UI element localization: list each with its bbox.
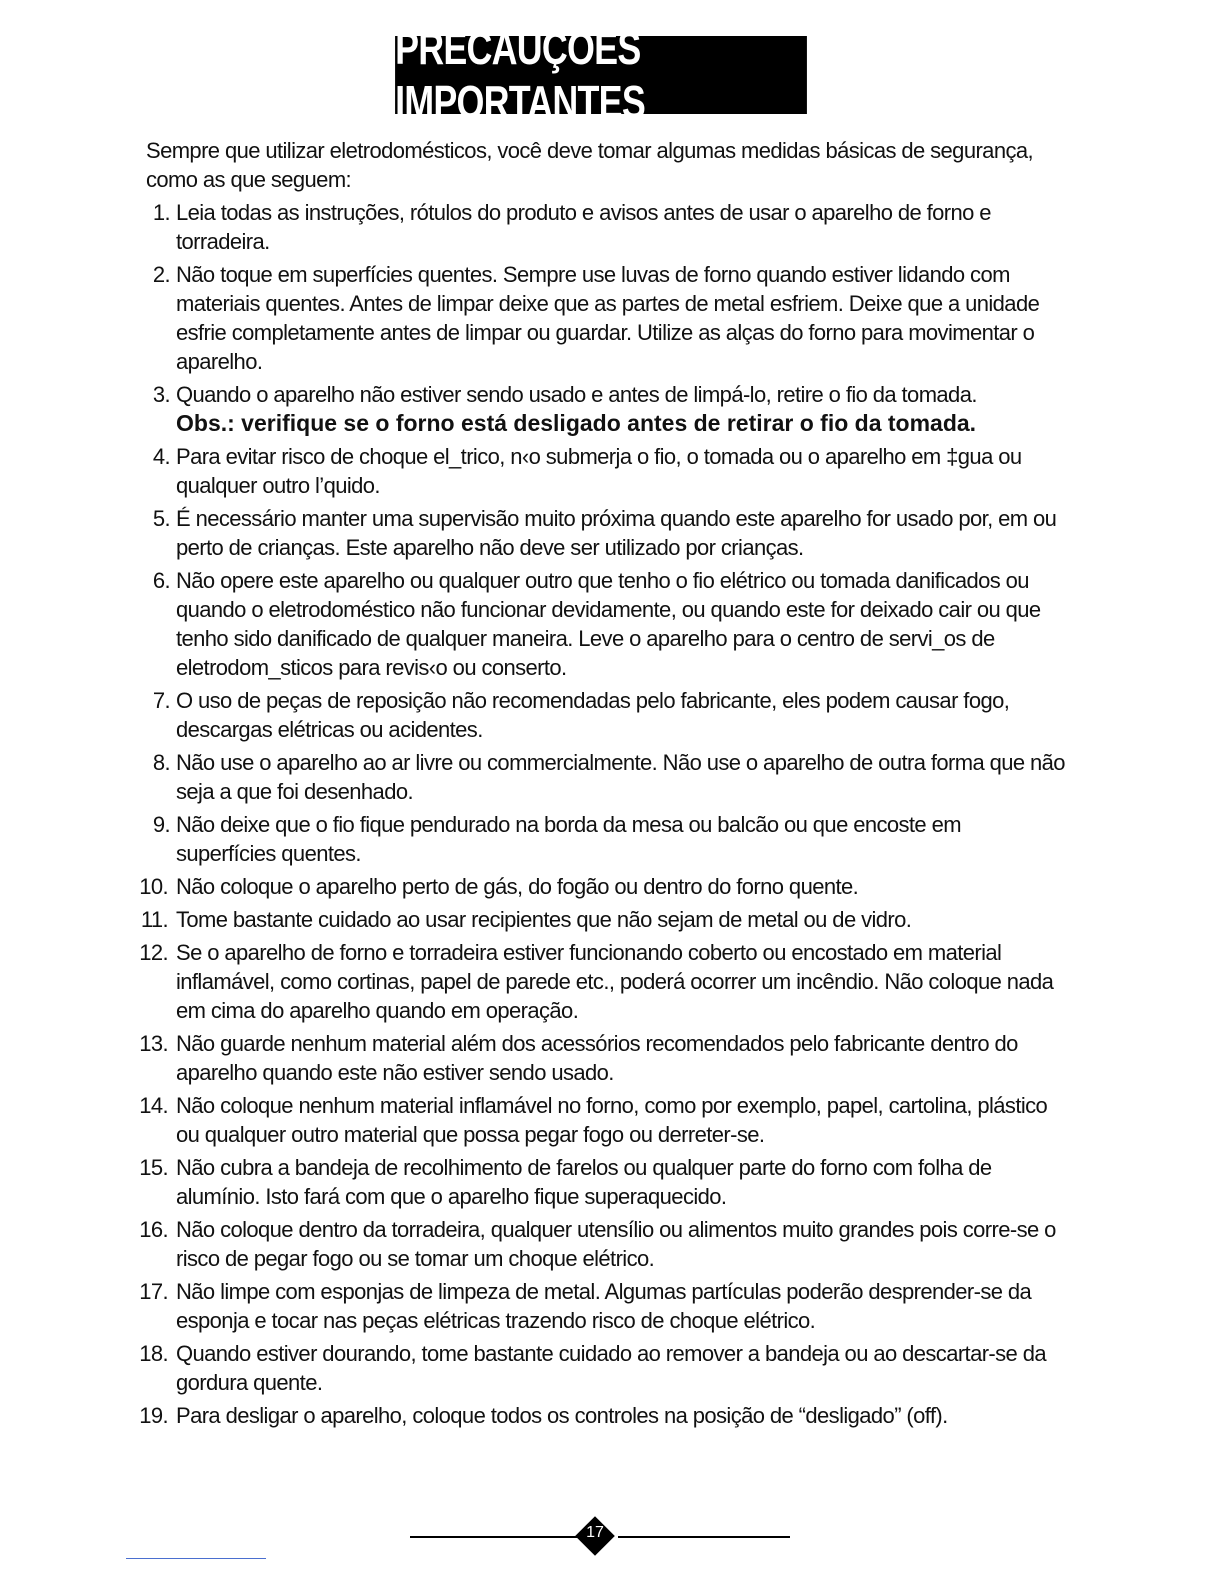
list-item xyxy=(139,1029,1066,1087)
item-text: Leia todas as instruções, rótulos do produto e avisos antes de usar o aparelho de forno e torradeira. xyxy=(176,200,991,254)
item-text: Não coloque o aparelho perto de gás, do fogão ou dentro do forno quente. xyxy=(176,874,859,899)
list-item xyxy=(140,905,1066,934)
item-text: Não cubra a bandeja de recolhimento de farelos ou qualquer parte do forno com folha de alumínio. Isto fará com que o aparelho fique superaquecido. xyxy=(176,1155,992,1209)
item-number: 7. xyxy=(152,688,170,713)
item-text: Quando o aparelho não estiver sendo usado e antes de limpá-lo, retire o fio da tomada. xyxy=(176,382,977,407)
list-item xyxy=(146,748,1066,806)
item-number: 1. xyxy=(152,200,170,225)
list-item xyxy=(139,872,1066,901)
page-footer xyxy=(410,1522,790,1552)
item-text: Não toque em superfícies quentes. Sempre use luvas de forno quando estiver lidando com materiais quentes. Antes de limpar deixe que as partes de metal esfriem. Deixe que a unidade esfrie completamente antes de limpar ou guardar. Utilize as alças do forno para movimentar o aparelho. xyxy=(176,262,1040,374)
intro-paragraph: Sempre que utilizar eletrodomésticos, você deve tomar algumas medidas básicas de segurança, como as que seguem: xyxy=(146,138,1033,192)
item-number: 5. xyxy=(152,506,170,531)
list-item xyxy=(146,504,1066,562)
item-number: 12. xyxy=(139,940,168,965)
list-item xyxy=(146,810,1066,868)
item-number: 9. xyxy=(152,812,170,837)
list-item xyxy=(139,1215,1066,1273)
page-title: PRECAUÇÕES IMPORTANTES xyxy=(395,36,807,114)
footer-rule-left xyxy=(410,1536,578,1538)
footer-rule-right xyxy=(618,1536,790,1538)
list-item xyxy=(139,1153,1066,1211)
list-item xyxy=(146,442,1066,500)
list-item xyxy=(146,566,1066,682)
item-text: Quando estiver dourando, tome bastante cuidado ao remover a bandeja ou ao descartar-se da gordura quente. xyxy=(176,1341,1046,1395)
bottom-rule xyxy=(126,1558,266,1559)
item-text: Não coloque nenhum material inflamável no forno, como por exemplo, papel, cartolina, plástico ou qualquer outro material que possa pegar fogo ou derreter-se. xyxy=(176,1093,1048,1147)
item-text: Não guarde nenhum material além dos acessórios recomendados pelo fabricante dentro do aparelho quando este não estiver sendo usado. xyxy=(176,1031,1018,1085)
item-number: 19. xyxy=(139,1403,168,1428)
item-number: 11. xyxy=(140,907,168,932)
item-number: 16. xyxy=(139,1217,168,1242)
item-text: Não opere este aparelho ou qualquer outro que tenho o fio elétrico ou tomada danificados ou quando o eletrodoméstico não funcionar devidamente, ou quando este for deixado cair ou que tenho sido danificado de qualquer maneira. Leve o aparelho para o centro de servi_os de eletrodom_sticos para revis‹o ou conserto. xyxy=(176,568,1041,680)
item-number: 17. xyxy=(139,1279,168,1304)
item-number: 8. xyxy=(152,750,170,775)
item-text: Para evitar risco de choque el_trico, n‹o submerja o fio, o tomada ou o aparelho em ‡gua ou qualquer outro l’quido. xyxy=(176,444,1022,498)
page-number: 17 xyxy=(586,1524,604,1541)
item-text: Não use o aparelho ao ar livre ou commercialmente. Não use o aparelho de outra forma que não seja a que foi desenhado. xyxy=(176,750,1065,804)
item-number: 14. xyxy=(139,1093,168,1118)
item-text: Para desligar o aparelho, coloque todos os controles na posição de “desligado” (off). xyxy=(176,1403,948,1428)
item-text: O uso de peças de reposição não recomendadas pelo fabricante, eles podem causar fogo, descargas elétricas ou acidentes. xyxy=(176,688,1010,742)
item-text: Não deixe que o fio fique pendurado na borda da mesa ou balcão ou que encoste em superfícies quentes. xyxy=(176,812,961,866)
list-item xyxy=(146,380,1066,438)
list-item xyxy=(139,1339,1066,1397)
list-item xyxy=(139,1277,1066,1335)
item-text: Tome bastante cuidado ao usar recipientes que não sejam de metal ou de vidro. xyxy=(176,907,912,932)
item-number: 6. xyxy=(152,568,170,593)
list-item xyxy=(146,198,1066,256)
item-number: 10. xyxy=(139,874,168,899)
item-text: Não limpe com esponjas de limpeza de metal. Algumas partículas poderão desprender-se da esponja e tocar nas peças elétricas trazendo risco de choque elétrico. xyxy=(176,1279,1032,1333)
precautions-list xyxy=(139,198,1066,1430)
item-note: Obs.: verifique se o forno está desligado antes de retirar o fio da tomada. xyxy=(176,410,977,436)
item-number: 13. xyxy=(139,1031,168,1056)
document-body xyxy=(139,136,1066,1434)
item-number: 15. xyxy=(139,1155,168,1180)
item-text: Não coloque dentro da torradeira, qualquer utensílio ou alimentos muito grandes pois corre-se o risco de pegar fogo ou se tomar um choque elétrico. xyxy=(176,1217,1056,1271)
item-number: 3. xyxy=(152,382,170,407)
item-number: 4. xyxy=(152,444,170,469)
list-item xyxy=(139,938,1066,1025)
item-number: 18. xyxy=(139,1341,168,1366)
item-text: É necessário manter uma supervisão muito próxima quando este aparelho for usado por, em ou perto de crianças. Este aparelho não deve ser utilizado por crianças. xyxy=(176,506,1057,560)
item-text: Se o aparelho de forno e torradeira estiver funcionando coberto ou encostado em material inflamável, como cortinas, papel de parede etc., poderá ocorrer um incêndio. Não coloque nada em cima do aparelho quando em operação. xyxy=(176,940,1054,1023)
list-item xyxy=(139,1091,1066,1149)
list-item xyxy=(146,686,1066,744)
list-item xyxy=(146,260,1066,376)
item-number: 2. xyxy=(152,262,170,287)
list-item xyxy=(139,1401,1066,1430)
